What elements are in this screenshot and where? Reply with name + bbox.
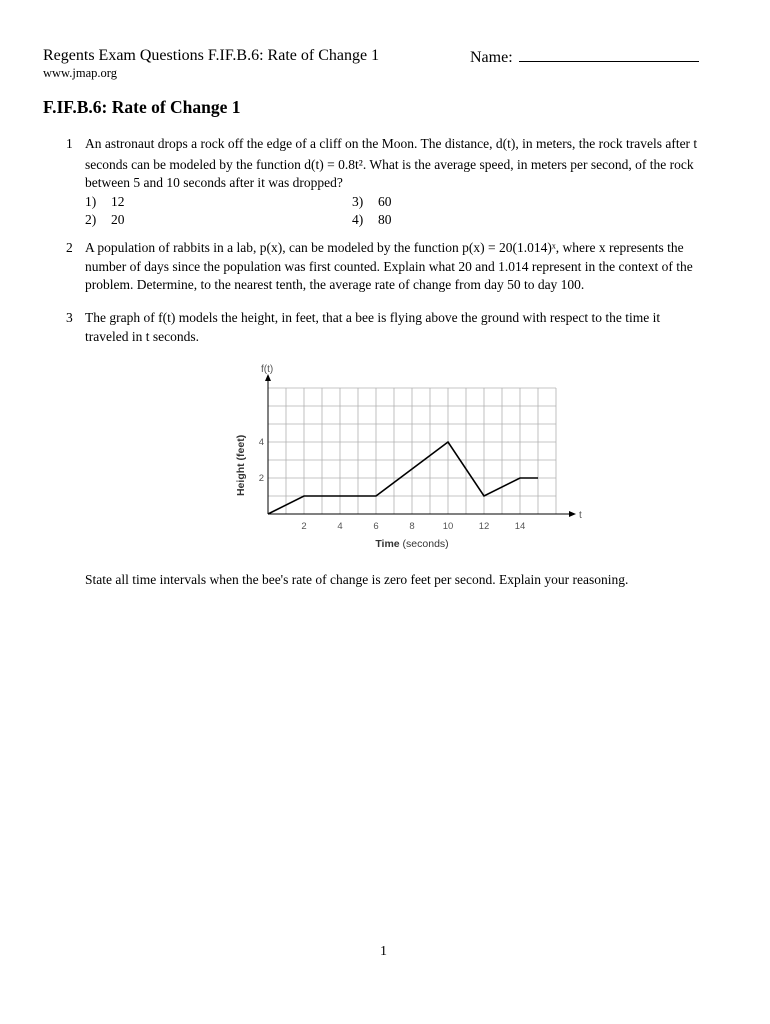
- x-tick-label: 4: [337, 521, 343, 532]
- source-url[interactable]: www.jmap.org: [43, 66, 117, 80]
- question-number: 2: [66, 240, 73, 255]
- page-number: 1: [380, 944, 387, 959]
- name-field[interactable]: [470, 47, 699, 67]
- x-tick-label: 10: [442, 521, 454, 532]
- x-axis-arrow: [569, 511, 576, 517]
- choice-3[interactable]: 3) 60: [352, 193, 392, 209]
- x-tick-label: 14: [514, 521, 526, 532]
- name-blank-line[interactable]: [519, 47, 699, 62]
- question-line: The graph of f(t) models the height, in feet, that a bee is flying above the ground with respect to the time it: [85, 310, 661, 325]
- question-line: seconds can be modeled by the function d(t) = 0.8t². What is the average speed, in meters per second, of the rock: [85, 156, 694, 172]
- question-3: [0, 309, 770, 349]
- x-tick-label: 6: [373, 521, 379, 532]
- name-label: Name:: [470, 49, 513, 66]
- x-tick-label: 2: [301, 521, 307, 532]
- question-1: [0, 135, 770, 235]
- choice-row: [85, 211, 725, 229]
- y-axis-name: f(t): [261, 364, 274, 375]
- choice-1[interactable]: 1) 12: [85, 193, 125, 209]
- question-text: [85, 239, 725, 295]
- question-number: 1: [66, 136, 73, 151]
- question-line: traveled in t seconds.: [85, 328, 199, 344]
- y-axis-label: Height (feet): [235, 434, 247, 497]
- choice-4[interactable]: 4) 80: [352, 211, 392, 227]
- question-text: [85, 135, 725, 229]
- question-line: number of days since the population was first counted. Explain what 20 and 1.014 represent in the context of the: [85, 258, 693, 274]
- x-tick-label: 12: [478, 521, 490, 532]
- question-line: problem. Determine, to the nearest tenth, the average rate of change from day 50 to day 100.: [85, 277, 585, 292]
- x-tick-label: 8: [409, 521, 415, 532]
- y-axis-arrow: [265, 374, 271, 381]
- question-line: between 5 and 10 seconds after it was dropped?: [85, 175, 343, 190]
- worksheet-title: Regents Exam Questions F.IF.B.6: Rate of Change 1: [43, 47, 380, 64]
- bee-height-graph: [228, 356, 588, 562]
- y-tick-label: 4: [258, 437, 264, 448]
- question-line: An astronaut drops a rock off the edge of a cliff on the Moon. The distance, d(t), in meters, the rock travels after t: [85, 136, 698, 151]
- x-axis-name: t: [579, 510, 582, 521]
- graph-svg: [228, 356, 588, 562]
- x-axis-label: Time (seconds): [375, 538, 449, 550]
- choice-row: [85, 193, 725, 211]
- question-text: [85, 309, 725, 346]
- question-line: A population of rabbits in a lab, p(x), can be modeled by the function p(x) = 20(1.014)ˣ, where x represents the: [85, 240, 684, 255]
- question-2: [0, 239, 770, 299]
- question-number: 3: [66, 310, 73, 325]
- y-tick-label: 2: [258, 473, 264, 484]
- choice-2[interactable]: 2) 20: [85, 211, 125, 227]
- question-3-follow-up: State all time intervals when the bee's rate of change is zero feet per second. Explain your reasoning.: [85, 572, 629, 587]
- section-title: F.IF.B.6: Rate of Change 1: [43, 97, 241, 117]
